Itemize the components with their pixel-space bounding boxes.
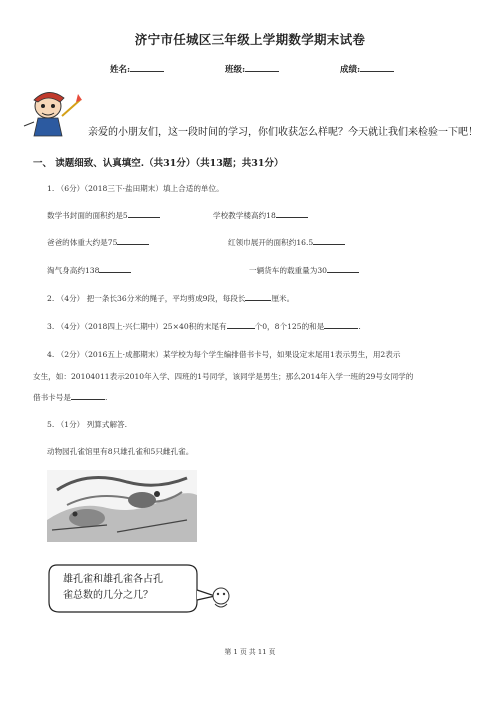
answer-blank[interactable] [99, 264, 131, 273]
name-blank [130, 63, 164, 72]
answer-blank[interactable] [327, 264, 359, 273]
question-4-line-1: 4. （2分）（2016五上·成都期末）某学校为每个学生编排借书卡号，如果设定末尾用1表示男生，用2表示 [47, 350, 401, 359]
question-2-text: 2. （4分） 把一条长36分米的绳子，平均剪成9段，每段长 [47, 294, 246, 303]
bubble-line-1: 雄孔雀和雄孔雀各占孔 [63, 574, 163, 585]
class-label: 班级: [225, 65, 246, 75]
name-field [110, 63, 164, 75]
question-3-end: . [358, 322, 361, 331]
q1-item-1 [47, 209, 160, 222]
answer-blank[interactable] [313, 236, 345, 245]
q1-item-3 [47, 236, 149, 249]
page-title: 济宁市任城区三年级上学期数学期末试卷 [134, 32, 366, 47]
question-5-text: 动物园孔雀馆里有8只雄孔雀和5只雌孔雀。 [47, 447, 194, 456]
score-blank [360, 63, 394, 72]
answer-blank[interactable] [227, 320, 255, 329]
question-4-text: 借书卡号是 [33, 393, 71, 402]
page-footer: 第 1 页 共 11 页 [224, 648, 276, 656]
question-1-stem: 1. （6分）（2018三下·盐田期末）填上合适的单位。 [47, 184, 224, 193]
question-5-stem: 5. （1分） 列算式解答. [47, 420, 128, 429]
speech-bubble-text [63, 572, 213, 604]
class-blank [245, 63, 279, 72]
q1-item-6-text: 一辆货车的载重量为30 [249, 266, 328, 275]
q1-item-6 [249, 264, 359, 277]
score-label: 成绩: [340, 65, 361, 75]
q1-item-3-text: 爸爸的体重大约是75 [47, 238, 118, 247]
question-3-text: 3. （4分）（2018四上·兴仁期中）25×40积的末尾有 [47, 322, 227, 331]
peacock-illustration [47, 470, 197, 542]
question-2 [47, 292, 294, 305]
question-4-line-3 [33, 391, 107, 404]
q1-item-4-text: 红领巾展开的面积约16.5 [228, 238, 314, 247]
q1-item-2 [213, 209, 308, 222]
question-3-text-2: 个0，8个125的和是 [254, 322, 325, 331]
greeting-text: 亲爱的小朋友们，这一段时间的学习，你们收获怎么样呢？今天就让我们来检验一下吧！ [88, 127, 478, 138]
q1-item-1-text: 数学书封面的面积约是5 [47, 211, 128, 220]
question-2-unit: 厘米。 [271, 294, 295, 303]
question-3 [47, 320, 361, 333]
question-4-end: . [104, 393, 108, 402]
mascot-illustration [20, 86, 86, 138]
answer-blank[interactable] [276, 209, 308, 218]
q1-item-2-text: 学校教学楼高约18 [213, 211, 276, 220]
bubble-line-2: 雀总数的几分之几？ [63, 590, 153, 601]
name-label: 姓名: [110, 65, 131, 75]
q1-item-4 [228, 236, 345, 249]
answer-blank[interactable] [117, 236, 149, 245]
score-field [340, 63, 394, 75]
answer-blank[interactable] [245, 292, 271, 301]
answer-blank[interactable] [71, 391, 108, 402]
q1-item-5-text: 淘气身高约138 [47, 266, 100, 275]
answer-blank[interactable] [128, 209, 160, 218]
answer-blank[interactable] [324, 320, 361, 331]
section-1-title: 一、 读题细致、认真填空.（共31分）（共13题；共31分） [33, 158, 284, 169]
question-4-line-2: 女生，如：20104011表示2010年入学、四班的1号同学，该同学是男生；那么2014年入学一班的29号女同学的 [33, 372, 414, 381]
class-field [225, 63, 279, 75]
q1-item-5 [47, 264, 131, 277]
